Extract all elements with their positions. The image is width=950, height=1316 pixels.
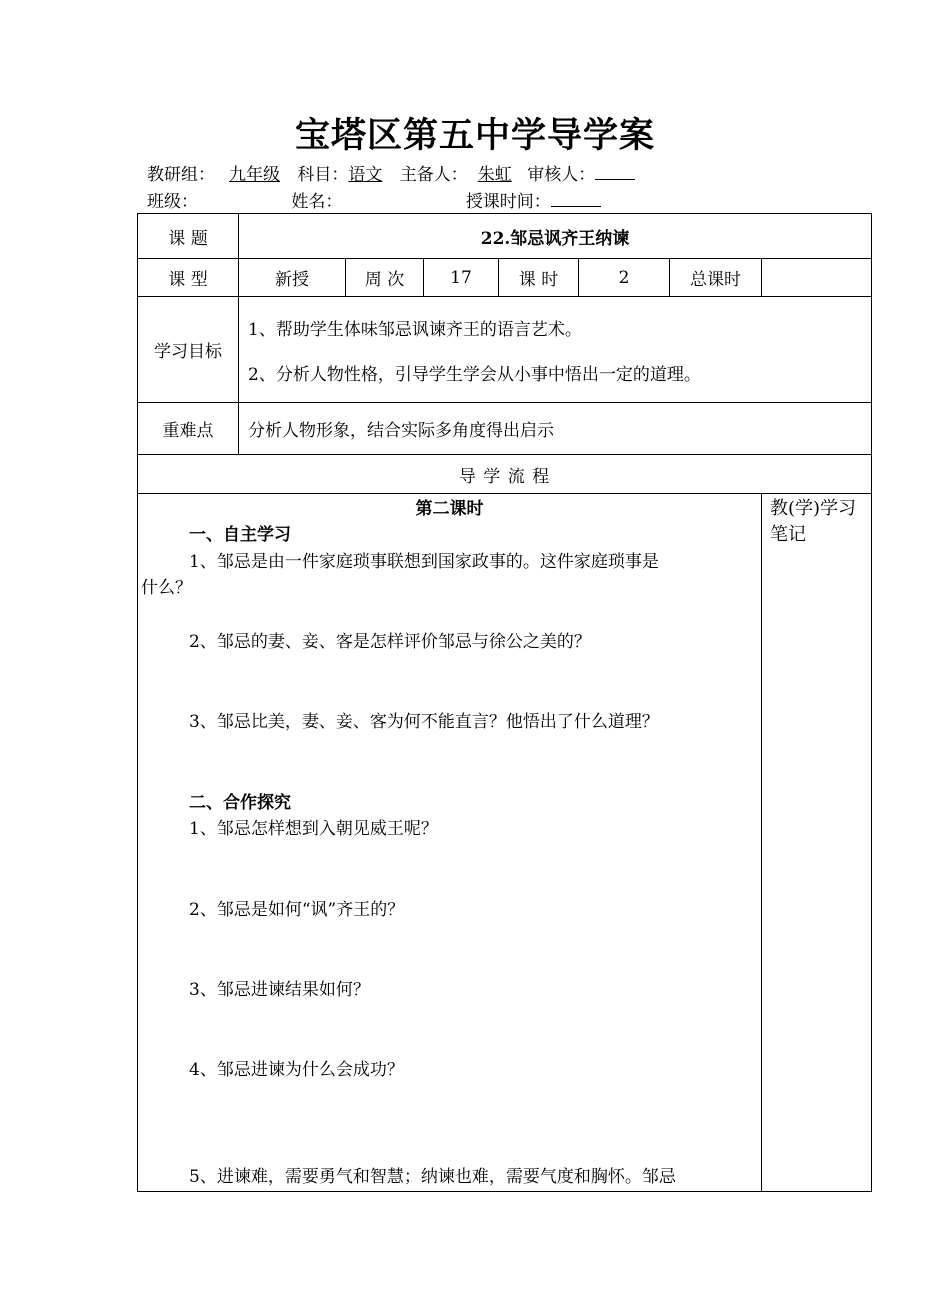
period-label: 课 时: [499, 259, 579, 297]
preparer-value: 朱虹: [477, 165, 512, 185]
section-self-study: 一、自主学习: [189, 525, 291, 545]
subject-value: 语文: [348, 165, 383, 185]
preparer-label: 主备人：: [399, 165, 468, 185]
question-1: 1、邹忌是由一件家庭琐事联想到国家政事的。这件家庭琐事是: [189, 552, 659, 572]
coop-question-1: 1、邹忌怎样想到入朝见威王呢？: [189, 819, 438, 839]
key-label: 重难点: [138, 403, 239, 455]
total-value: [762, 259, 872, 297]
time-label: 授课时间：: [465, 192, 551, 212]
coop-question-3: 3、邹忌进谏结果如何？: [189, 980, 370, 1000]
meta-row-1: [147, 160, 635, 185]
total-label: 总课时: [670, 259, 762, 297]
flow-label: 导 学 流 程: [138, 455, 872, 494]
question-3: 3、邹忌比美，妻、妾、客为何不能直言？他悟出了什么道理？: [189, 712, 659, 732]
question-1-cont: 什么？: [141, 578, 192, 598]
reviewer-label: 审核人：: [527, 165, 596, 185]
coop-question-2: 2、邹忌是如何“讽”齐王的？: [189, 900, 405, 920]
content-cell: [138, 494, 762, 1192]
lesson-table: [137, 213, 872, 1192]
goal-item: 2、分析人物性格，引导学生学会从小事中悟出一定的道理。: [248, 364, 701, 385]
name-label: 姓名：: [291, 192, 343, 212]
topic-value: 22.邹忌讽齐王纳谏: [239, 214, 872, 259]
section-cooperation: 二、合作探究: [189, 793, 291, 813]
topic-label: 课 题: [138, 214, 239, 259]
week-label: 周 次: [346, 259, 424, 297]
key-value: 分析人物形象，结合实际多角度得出启示: [239, 403, 872, 455]
goals-cell: [239, 297, 872, 403]
coop-question-4: 4、邹忌进谏为什么会成功？: [189, 1060, 404, 1080]
coop-question-5: 5、进谏难，需要勇气和智慧；纳谏也难，需要气度和胸怀。邹忌: [189, 1167, 676, 1187]
period-value: 2: [579, 259, 670, 297]
group-value: 九年级: [229, 165, 280, 185]
reviewer-blank[interactable]: [595, 163, 635, 180]
type-value: 新授: [239, 259, 346, 297]
subject-label: 科目：: [297, 165, 349, 185]
notes-column: 教(学)学习笔记: [762, 494, 872, 1192]
meta-row-2: [147, 187, 601, 212]
lesson-title: 第二课时: [415, 499, 484, 519]
type-label: 课 型: [138, 259, 239, 297]
class-label: 班级：: [147, 192, 198, 212]
group-label: 教研组：: [147, 165, 215, 185]
goals-label: 学习目标: [138, 297, 239, 403]
week-value: 17: [424, 259, 499, 297]
question-2: 2、邹忌的妻、妾、客是怎样评价邹忌与徐公之美的？: [189, 632, 591, 652]
page-title: 宝塔区第五中学导学案: [294, 116, 655, 156]
goal-item: 1、帮助学生体味邹忌讽谏齐王的语言艺术。: [248, 319, 582, 340]
time-blank[interactable]: [551, 190, 601, 207]
